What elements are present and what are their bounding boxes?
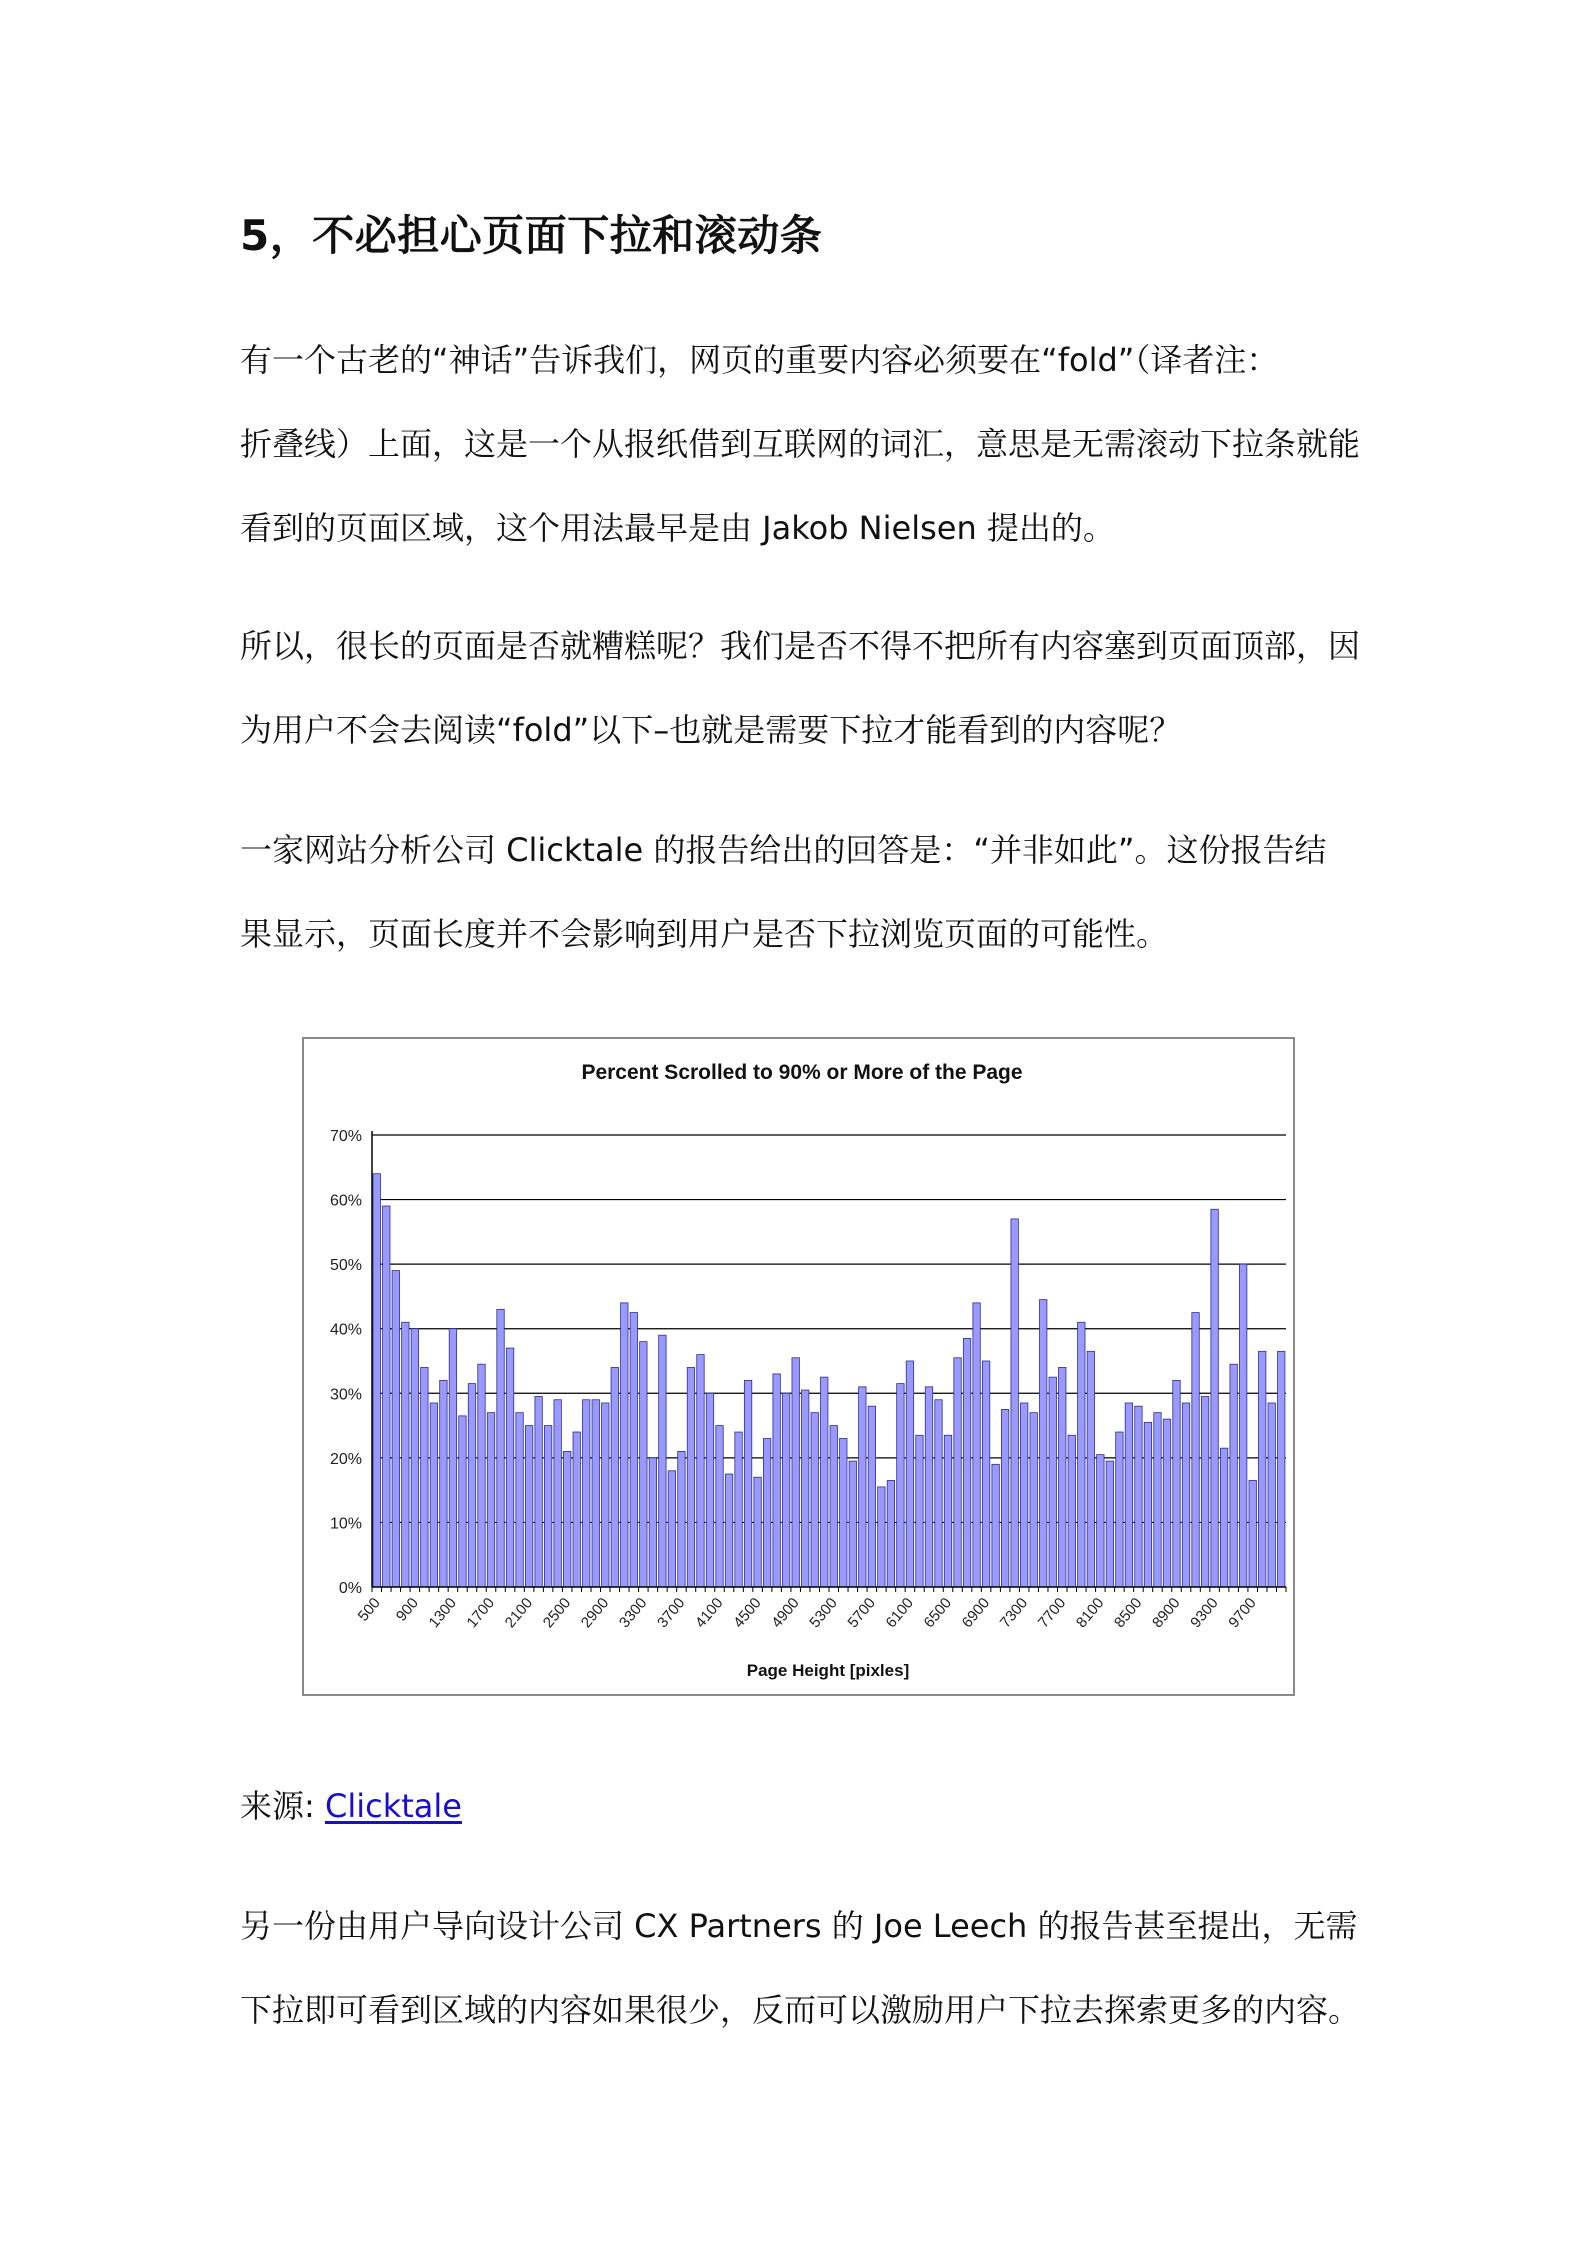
paragraph-clicktale-answer [240,808,1360,976]
y-tick-label: 30% [329,1386,362,1404]
bar [1097,1455,1104,1587]
bar [516,1413,523,1587]
bar [506,1348,513,1587]
x-tick-label: 2500 [539,1594,575,1632]
bar [735,1432,742,1587]
bar [687,1367,694,1587]
bar [1182,1403,1189,1587]
bar [487,1413,494,1587]
bar [402,1322,409,1587]
x-tick-label: 4900 [768,1594,803,1632]
bar [668,1471,675,1587]
bar [925,1387,932,1587]
source-credit [240,1764,462,1848]
x-tick-label: 500 [354,1594,384,1625]
bar [1220,1448,1227,1587]
text-line: 果显示，页面长度并不会影响到用户是否下拉浏览页面的可能性。 [240,915,1169,953]
x-tick-label: 900 [392,1594,422,1625]
text-line: 所以，很长的页面是否就糟糕呢？我们是否不得不把所有内容塞到页面顶部，因 [240,627,1361,665]
x-tick-label: 6100 [882,1594,917,1632]
bar [1040,1300,1047,1587]
bar [982,1361,989,1587]
bar [954,1358,961,1587]
x-tick-label: 1300 [425,1594,460,1632]
x-tick-label: 9300 [1187,1594,1222,1632]
clicktale-link[interactable]: Clicktale [324,1787,462,1825]
bar [1011,1219,1018,1587]
bar [573,1432,580,1587]
bar [1239,1264,1246,1587]
section-heading: 5，不必担心页面下拉和滚动条 [240,211,823,260]
x-tick-label: 2900 [577,1594,613,1632]
bar [1059,1367,1066,1587]
bar [583,1400,590,1587]
bar [1125,1403,1132,1587]
bars [373,1174,1285,1587]
bar [411,1329,418,1587]
x-tick-label: 5700 [844,1594,879,1632]
paragraph-fold-myth [240,318,1360,570]
bar [1049,1377,1056,1587]
chart-title: Percent Scrolled to 90% or More of the Page [581,1061,1023,1084]
x-tick-label: 4100 [692,1594,727,1632]
bar [563,1451,570,1587]
bar [1087,1351,1094,1587]
bar [1249,1480,1256,1587]
bar [621,1303,628,1587]
bar [763,1438,770,1587]
bar [868,1406,875,1587]
bar [1068,1435,1075,1587]
bar [1230,1364,1237,1587]
bar [640,1342,647,1587]
x-tick-label: 4500 [730,1594,765,1632]
bar [1116,1432,1123,1587]
bar [849,1461,856,1587]
bar-chart [304,1039,1297,1698]
bar [459,1416,466,1587]
bar [706,1393,713,1587]
bar [525,1426,532,1587]
x-tick-label: 8500 [1111,1594,1146,1632]
bar [544,1426,551,1587]
bar [468,1384,475,1587]
bar [906,1361,913,1587]
bar [801,1390,808,1587]
text-line: 下拉即可看到区域的内容如果很少，反而可以激励用户下拉去探索更多的内容。 [240,1991,1361,2029]
bar [421,1367,428,1587]
bar [840,1438,847,1587]
bar [944,1435,951,1587]
bar [383,1206,390,1587]
bar [697,1355,704,1587]
bar [773,1374,780,1587]
bar [440,1380,447,1587]
bar [782,1393,789,1587]
bar [1020,1403,1027,1587]
y-tick-label: 60% [329,1192,362,1210]
bar [1201,1397,1208,1587]
y-tick-label: 20% [329,1450,362,1468]
x-tick-label: 8900 [1149,1594,1184,1632]
bar [973,1303,980,1587]
bar [554,1400,561,1587]
text-line: 为用户不会去阅读“fold”以下–也就是需要下拉才能看到的内容呢？ [240,711,1182,749]
bar [878,1487,885,1587]
bar [1258,1351,1265,1587]
bar [1144,1422,1151,1587]
x-tick-label: 1700 [463,1594,499,1632]
paragraph-cx-partners [240,1884,1360,2052]
bar [1001,1409,1008,1587]
x-tick-label: 8100 [1072,1594,1108,1632]
y-tick-label: 40% [329,1321,362,1339]
bar [887,1480,894,1587]
bar [592,1400,599,1587]
y-tick-label: 10% [329,1515,362,1533]
text-line: 看到的页面区域，这个用法最早是由 Jakob Nielsen 提出的。 [240,509,1115,547]
bar [1030,1413,1037,1587]
x-tick-label: 5300 [806,1594,841,1632]
paragraph-long-page-question [240,604,1360,772]
bar [1211,1209,1218,1587]
x-tick-label: 3700 [654,1594,689,1632]
text-line: 折叠线）上面，这是一个从报纸借到互联网的词汇，意思是无需滚动下拉条就能 [240,425,1361,463]
bar [1135,1406,1142,1587]
bar [792,1358,799,1587]
bar [1173,1380,1180,1587]
bar [897,1384,904,1587]
bar [611,1367,618,1587]
bar [630,1313,637,1587]
bar [1268,1403,1275,1587]
x-tick-labels [355,1595,1260,1631]
bar [649,1458,656,1587]
bar [449,1329,456,1587]
bar [602,1403,609,1587]
bar [963,1338,970,1587]
bar [859,1387,866,1587]
bar [811,1413,818,1587]
bar [373,1174,380,1587]
bar [497,1309,504,1587]
x-tick-label: 7700 [1034,1594,1070,1632]
bar [535,1397,542,1587]
bar [716,1426,723,1587]
source-label: 来源: [240,1787,325,1825]
bar [744,1380,751,1587]
y-tick-labels [330,1128,362,1597]
bar [1154,1413,1161,1587]
text-line: 有一个古老的“神话”告诉我们，网页的重要内容必须要在“fold”（译者注： [240,341,1279,379]
scroll-chart-figure [302,1037,1295,1696]
y-tick-label: 50% [329,1257,362,1275]
bar [916,1435,923,1587]
y-tick-label: 70% [329,1128,362,1145]
x-tick-label: 6900 [958,1594,994,1632]
bar [992,1464,999,1587]
bar [430,1403,437,1587]
bar [935,1400,942,1587]
bar [1078,1322,1085,1587]
bar [1163,1419,1170,1587]
x-tick-label: 3300 [615,1594,651,1632]
bar [1106,1461,1113,1587]
x-tick-label: 6500 [920,1594,956,1632]
bar [1278,1351,1285,1587]
bar [1192,1313,1199,1587]
bar [754,1477,761,1587]
bar [678,1451,685,1587]
text-line: 另一份由用户导向设计公司 CX Partners 的 Joe Leech 的报告甚至提出，无需 [240,1907,1358,1945]
bar [659,1335,666,1587]
bar [821,1377,828,1587]
x-tick-label: 2100 [501,1594,537,1632]
text-line: 一家网站分析公司 Clicktale 的报告给出的回答是：“并非如此”。这份报告结 [240,831,1327,869]
bar [830,1426,837,1587]
bar [478,1364,485,1587]
x-tick-label: 9700 [1225,1594,1260,1632]
bar [725,1474,732,1587]
x-tick-label: 7300 [996,1594,1032,1632]
x-axis-label: Page Height [pixles] [746,1661,910,1680]
y-tick-label: 0% [338,1580,362,1597]
bar [392,1271,399,1587]
